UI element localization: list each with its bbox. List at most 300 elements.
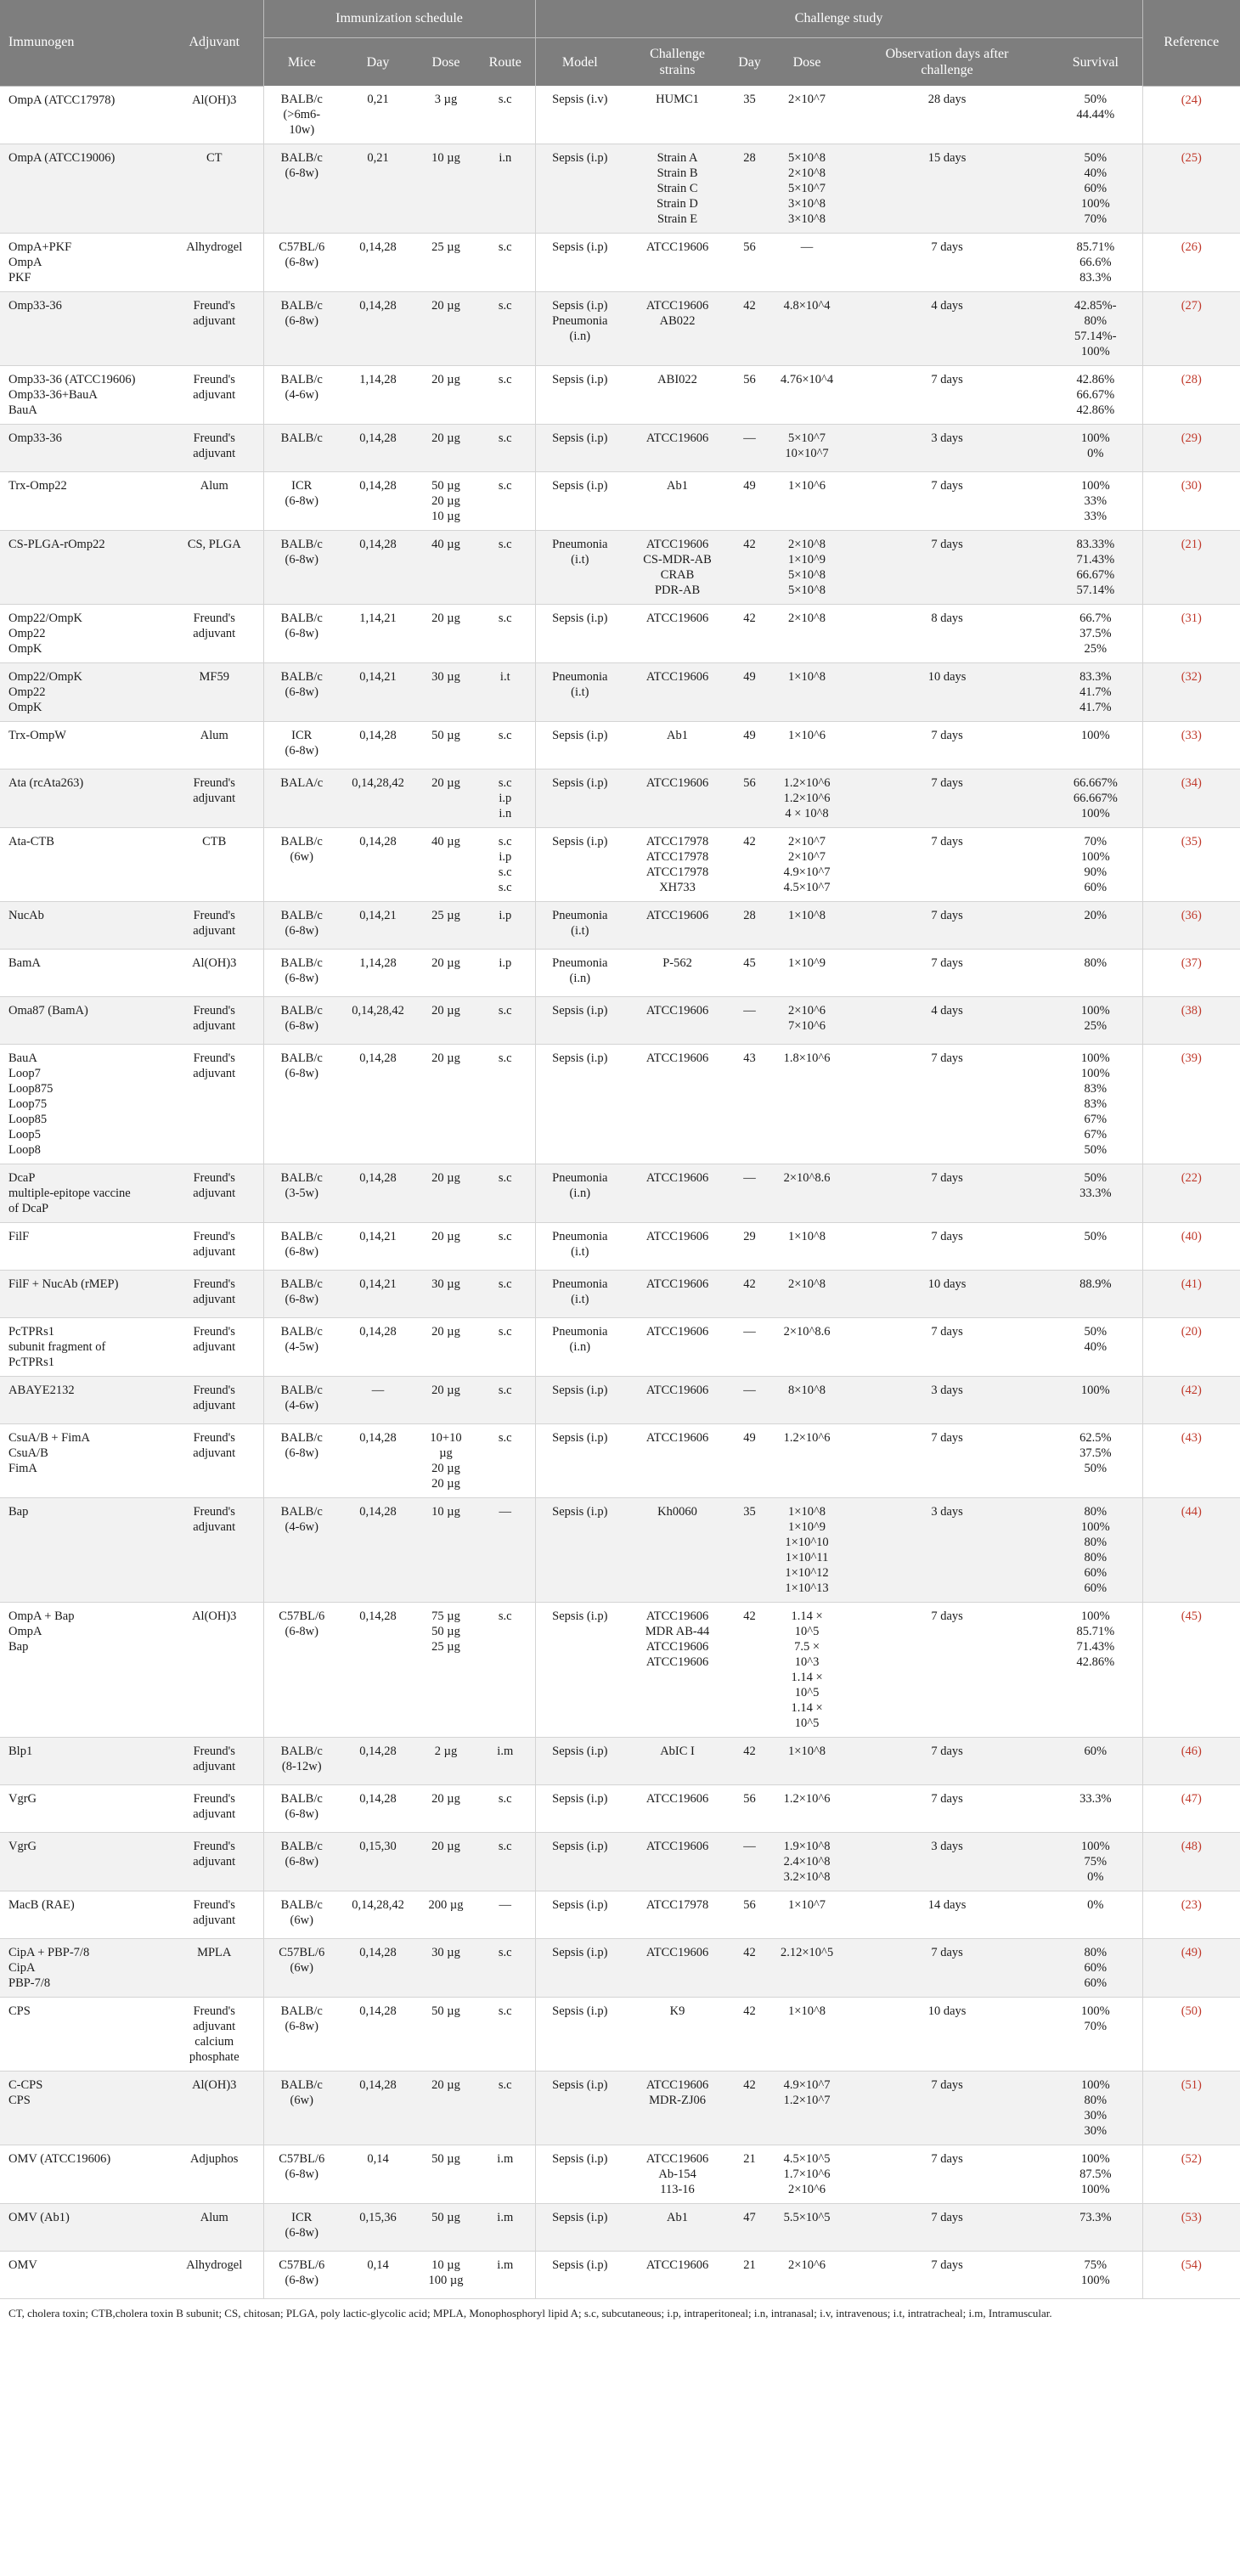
cell-dose: 10 µg <box>416 1498 476 1603</box>
cell-challenge-dose: 2×10^8 1×10^9 5×10^8 5×10^8 <box>769 531 845 605</box>
cell-challenge-strains: ATCC19606 <box>624 234 730 292</box>
table-body <box>0 86 1240 2299</box>
cell-reference-link[interactable]: (35) <box>1142 828 1240 902</box>
cell-mice: BALB/c (8-12w) <box>263 1738 340 1785</box>
cell-day: 0,21 <box>340 144 416 234</box>
cell-challenge-day: 47 <box>730 2204 769 2252</box>
cell-challenge-day: 49 <box>730 722 769 769</box>
cell-day: 0,14,28 <box>340 425 416 472</box>
cell-immunogen: CipA + PBP-7/8 CipA PBP-7/8 <box>0 1939 166 1998</box>
cell-challenge-strains: ATCC19606 MDR AB-44 ATCC19606 ATCC19606 <box>624 1603 730 1738</box>
cell-model: Sepsis (i.p) <box>535 1424 624 1498</box>
cell-route: s.c <box>476 1164 535 1223</box>
cell-survival: 42.85%- 80% 57.14%- 100% <box>1049 292 1142 366</box>
cell-route: i.m <box>476 2252 535 2299</box>
cell-route: s.c i.p i.n <box>476 769 535 828</box>
cell-adjuvant: Alhydrogel <box>166 234 263 292</box>
cell-challenge-strains: ATCC19606 <box>624 902 730 950</box>
cell-challenge-dose: 4.76×10^4 <box>769 366 845 425</box>
cell-adjuvant: Freund's adjuvant calcium phosphate <box>166 1998 263 2072</box>
cell-reference-link[interactable]: (31) <box>1142 605 1240 663</box>
cell-observation-days: 7 days <box>845 1424 1049 1498</box>
cell-immunogen: Omp33-36 <box>0 425 166 472</box>
table-row <box>0 292 1240 366</box>
cell-day: 0,14,28 <box>340 1998 416 2072</box>
cell-observation-days: 7 days <box>845 1785 1049 1833</box>
cell-route: s.c <box>476 605 535 663</box>
cell-dose: 10 µg 100 µg <box>416 2252 476 2299</box>
cell-immunogen: C-CPS CPS <box>0 2072 166 2145</box>
cell-model: Sepsis (i.p) <box>535 1785 624 1833</box>
cell-route: s.c <box>476 1424 535 1498</box>
cell-challenge-dose: 1.2×10^6 1.2×10^6 4 × 10^8 <box>769 769 845 828</box>
cell-immunogen: OMV (ATCC19606) <box>0 2145 166 2204</box>
cell-reference-link[interactable]: (36) <box>1142 902 1240 950</box>
cell-mice: BALB/c (6w) <box>263 2072 340 2145</box>
cell-survival: 100% 85.71% 71.43% 42.86% <box>1049 1603 1142 1738</box>
cell-challenge-day: — <box>730 1164 769 1223</box>
cell-survival: 100% 87.5% 100% <box>1049 2145 1142 2204</box>
cell-mice: BALB/c (6-8w) <box>263 950 340 997</box>
table-row <box>0 769 1240 828</box>
cell-immunogen: ABAYE2132 <box>0 1377 166 1424</box>
cell-immunogen: OMV (Ab1) <box>0 2204 166 2252</box>
cell-immunogen: MacB (RAE) <box>0 1891 166 1939</box>
cell-challenge-strains: ATCC19606 <box>624 769 730 828</box>
cell-model: Sepsis (i.p) Pneumonia (i.n) <box>535 292 624 366</box>
table-row <box>0 1891 1240 1939</box>
cell-adjuvant: Freund's adjuvant <box>166 1498 263 1603</box>
cell-reference-link[interactable]: (38) <box>1142 997 1240 1045</box>
cell-challenge-day: 21 <box>730 2252 769 2299</box>
cell-challenge-strains: ATCC19606 <box>624 997 730 1045</box>
cell-route: s.c <box>476 292 535 366</box>
header-dose: Dose <box>416 38 476 87</box>
cell-immunogen: OmpA (ATCC19006) <box>0 144 166 234</box>
table-row <box>0 531 1240 605</box>
cell-dose: 20 µg <box>416 1164 476 1223</box>
cell-challenge-strains: ATCC19606 Ab-154 113-16 <box>624 2145 730 2204</box>
cell-route: s.c <box>476 1939 535 1998</box>
cell-reference-link[interactable]: (43) <box>1142 1424 1240 1498</box>
cell-challenge-dose: 1×10^8 <box>769 663 845 722</box>
cell-survival: 100% 100% 83% 83% 67% 67% 50% <box>1049 1045 1142 1164</box>
cell-challenge-day: — <box>730 1833 769 1891</box>
cell-observation-days: 15 days <box>845 144 1049 234</box>
cell-challenge-day: 42 <box>730 605 769 663</box>
cell-challenge-dose: 1.8×10^6 <box>769 1045 845 1164</box>
cell-challenge-dose: 1.9×10^8 2.4×10^8 3.2×10^8 <box>769 1833 845 1891</box>
cell-route: i.m <box>476 2145 535 2204</box>
header-reference: Reference <box>1142 0 1240 86</box>
cell-immunogen: Trx-Omp22 <box>0 472 166 531</box>
cell-challenge-strains: ATCC19606 <box>624 1045 730 1164</box>
cell-challenge-strains: ATCC19606 <box>624 1377 730 1424</box>
cell-adjuvant: MPLA <box>166 1939 263 1998</box>
cell-reference-link[interactable]: (23) <box>1142 1891 1240 1939</box>
cell-route: s.c <box>476 997 535 1045</box>
cell-adjuvant: Freund's adjuvant <box>166 902 263 950</box>
cell-reference-link[interactable]: (53) <box>1142 2204 1240 2252</box>
cell-dose: 50 µg 20 µg 10 µg <box>416 472 476 531</box>
cell-reference-link[interactable]: (29) <box>1142 425 1240 472</box>
cell-challenge-dose: 4.9×10^7 1.2×10^7 <box>769 2072 845 2145</box>
table-row <box>0 605 1240 663</box>
cell-model: Sepsis (i.p) <box>535 1998 624 2072</box>
cell-observation-days: 7 days <box>845 366 1049 425</box>
cell-dose: 20 µg <box>416 1223 476 1271</box>
table-row <box>0 1785 1240 1833</box>
cell-challenge-dose: 5×10^7 10×10^7 <box>769 425 845 472</box>
cell-immunogen: BauA Loop7 Loop875 Loop75 Loop85 Loop5 Loop8 <box>0 1045 166 1164</box>
cell-observation-days: 4 days <box>845 997 1049 1045</box>
cell-reference-link[interactable]: (39) <box>1142 1045 1240 1164</box>
cell-challenge-dose: 4.8×10^4 <box>769 292 845 366</box>
cell-route: s.c <box>476 1271 535 1318</box>
header-day: Day <box>340 38 416 87</box>
cell-observation-days: 7 days <box>845 2072 1049 2145</box>
cell-survival: 100% <box>1049 722 1142 769</box>
cell-survival: 50% 33.3% <box>1049 1164 1142 1223</box>
cell-reference-link[interactable]: (52) <box>1142 2145 1240 2204</box>
cell-adjuvant: Al(OH)3 <box>166 86 263 144</box>
cell-day: 0,14,28 <box>340 2072 416 2145</box>
cell-adjuvant: CS, PLGA <box>166 531 263 605</box>
cell-model: Sepsis (i.p) <box>535 234 624 292</box>
cell-reference-link[interactable]: (42) <box>1142 1377 1240 1424</box>
cell-reference-link[interactable]: (30) <box>1142 472 1240 531</box>
cell-challenge-dose: 1×10^9 <box>769 950 845 997</box>
cell-mice: BALB/c (6-8w) <box>263 605 340 663</box>
table-header <box>0 0 1240 86</box>
cell-reference-link[interactable]: (27) <box>1142 292 1240 366</box>
cell-route: s.c i.p s.c s.c <box>476 828 535 902</box>
cell-survival: 20% <box>1049 902 1142 950</box>
cell-model: Sepsis (i.p) <box>535 1603 624 1738</box>
cell-day: 0,14,28,42 <box>340 1891 416 1939</box>
cell-dose: 20 µg <box>416 769 476 828</box>
cell-route: s.c <box>476 86 535 144</box>
cell-day: 0,14,28 <box>340 234 416 292</box>
cell-reference-link[interactable]: (44) <box>1142 1498 1240 1603</box>
cell-model: Sepsis (i.p) <box>535 1377 624 1424</box>
cell-mice: BALB/c (6w) <box>263 1891 340 1939</box>
cell-day: 1,14,21 <box>340 605 416 663</box>
cell-day: 0,14,28 <box>340 1318 416 1377</box>
cell-challenge-strains: ATCC19606 <box>624 663 730 722</box>
cell-adjuvant: Freund's adjuvant <box>166 769 263 828</box>
cell-mice: BALB/c <box>263 425 340 472</box>
cell-immunogen: Ata (rcAta263) <box>0 769 166 828</box>
cell-mice: BALB/c (>6m6- 10w) <box>263 86 340 144</box>
cell-survival: 100% <box>1049 1377 1142 1424</box>
cell-challenge-strains: Kh0060 <box>624 1498 730 1603</box>
cell-day: 0,14,28 <box>340 531 416 605</box>
cell-adjuvant: Freund's adjuvant <box>166 1891 263 1939</box>
cell-observation-days: 7 days <box>845 234 1049 292</box>
cell-mice: BALB/c (6-8w) <box>263 531 340 605</box>
cell-dose: 20 µg <box>416 605 476 663</box>
cell-day: 0,15,36 <box>340 2204 416 2252</box>
cell-reference-link[interactable]: (28) <box>1142 366 1240 425</box>
cell-adjuvant: Freund's adjuvant <box>166 1045 263 1164</box>
cell-survival: 75% 100% <box>1049 2252 1142 2299</box>
cell-challenge-day: 56 <box>730 1785 769 1833</box>
cell-reference-link[interactable]: (22) <box>1142 1164 1240 1223</box>
cell-reference-link[interactable]: (54) <box>1142 2252 1240 2299</box>
cell-route: i.p <box>476 902 535 950</box>
cell-observation-days: 7 days <box>845 2252 1049 2299</box>
cell-adjuvant: Al(OH)3 <box>166 950 263 997</box>
cell-challenge-day: 42 <box>730 1271 769 1318</box>
cell-mice: ICR (6-8w) <box>263 2204 340 2252</box>
cell-reference-link[interactable]: (21) <box>1142 531 1240 605</box>
table-row <box>0 1045 1240 1164</box>
cell-mice: BALB/c (6-8w) <box>263 1785 340 1833</box>
cell-challenge-day: 29 <box>730 1223 769 1271</box>
cell-challenge-strains: Ab1 <box>624 472 730 531</box>
cell-challenge-strains: ATCC19606 <box>624 1939 730 1998</box>
cell-immunogen: Blp1 <box>0 1738 166 1785</box>
cell-day: 0,14,28 <box>340 722 416 769</box>
cell-immunogen: DcaP multiple-epitope vaccine of DcaP <box>0 1164 166 1223</box>
cell-day: 0,14,28,42 <box>340 997 416 1045</box>
cell-adjuvant: MF59 <box>166 663 263 722</box>
cell-reference-link[interactable]: (32) <box>1142 663 1240 722</box>
cell-reference-link[interactable]: (41) <box>1142 1271 1240 1318</box>
cell-dose: 2 µg <box>416 1738 476 1785</box>
cell-dose: 30 µg <box>416 663 476 722</box>
cell-model: Sepsis (i.p) <box>535 1891 624 1939</box>
table-row <box>0 2204 1240 2252</box>
cell-reference-link[interactable]: (24) <box>1142 86 1240 144</box>
cell-challenge-dose: 1.2×10^6 <box>769 1424 845 1498</box>
cell-immunogen: VgrG <box>0 1833 166 1891</box>
cell-challenge-strains: Ab1 <box>624 2204 730 2252</box>
header-immunization-schedule: Immunization schedule <box>263 0 535 38</box>
cell-challenge-strains: ATCC19606 <box>624 1271 730 1318</box>
table-row <box>0 997 1240 1045</box>
cell-model: Sepsis (i.p) <box>535 1738 624 1785</box>
cell-mice: BALB/c (6-8w) <box>263 292 340 366</box>
cell-day: 0,14,28 <box>340 1603 416 1738</box>
header-survival: Survival <box>1049 38 1142 87</box>
cell-reference-link[interactable]: (51) <box>1142 2072 1240 2145</box>
cell-mice: BALB/c (6-8w) <box>263 1998 340 2072</box>
table-row <box>0 663 1240 722</box>
cell-observation-days: 7 days <box>845 2145 1049 2204</box>
header-challenge-day: Day <box>730 38 769 87</box>
cell-challenge-dose: 1×10^6 <box>769 722 845 769</box>
cell-challenge-dose: 1×10^6 <box>769 472 845 531</box>
cell-reference-link[interactable]: (46) <box>1142 1738 1240 1785</box>
cell-reference-link[interactable]: (34) <box>1142 769 1240 828</box>
cell-adjuvant: Freund's adjuvant <box>166 1833 263 1891</box>
cell-model: Sepsis (i.p) <box>535 1833 624 1891</box>
cell-challenge-strains: Strain A Strain B Strain C Strain D Strain E <box>624 144 730 234</box>
cell-observation-days: 7 days <box>845 902 1049 950</box>
cell-reference-link[interactable]: (50) <box>1142 1998 1240 2072</box>
cell-immunogen: PcTPRs1 subunit fragment of PcTPRs1 <box>0 1318 166 1377</box>
cell-challenge-dose: 1×10^7 <box>769 1891 845 1939</box>
cell-day: 0,14,28,42 <box>340 769 416 828</box>
cell-reference-link[interactable]: (26) <box>1142 234 1240 292</box>
cell-challenge-dose: 2×10^8.6 <box>769 1318 845 1377</box>
cell-mice: BALB/c (6-8w) <box>263 1045 340 1164</box>
cell-challenge-dose: 2×10^7 2×10^7 4.9×10^7 4.5×10^7 <box>769 828 845 902</box>
table-row <box>0 472 1240 531</box>
table-row <box>0 722 1240 769</box>
cell-adjuvant: Freund's adjuvant <box>166 425 263 472</box>
cell-dose: 10+10 µg 20 µg 20 µg <box>416 1424 476 1498</box>
cell-dose: 40 µg <box>416 828 476 902</box>
table-row <box>0 902 1240 950</box>
cell-survival: 100% 25% <box>1049 997 1142 1045</box>
cell-model: Pneumonia (i.n) <box>535 1318 624 1377</box>
cell-model: Pneumonia (i.t) <box>535 902 624 950</box>
cell-survival: 62.5% 37.5% 50% <box>1049 1424 1142 1498</box>
cell-observation-days: 3 days <box>845 1377 1049 1424</box>
header-model: Model <box>535 38 624 87</box>
cell-dose: 30 µg <box>416 1271 476 1318</box>
cell-mice: BALB/c (6w) <box>263 828 340 902</box>
cell-adjuvant: Freund's adjuvant <box>166 997 263 1045</box>
cell-adjuvant: Freund's adjuvant <box>166 1164 263 1223</box>
table-row <box>0 1998 1240 2072</box>
cell-mice: BALB/c (4-6w) <box>263 1498 340 1603</box>
cell-observation-days: 7 days <box>845 1223 1049 1271</box>
cell-adjuvant: Freund's adjuvant <box>166 1424 263 1498</box>
cell-model: Sepsis (i.p) <box>535 2072 624 2145</box>
cell-dose: 20 µg <box>416 1377 476 1424</box>
cell-day: 0,14,21 <box>340 1223 416 1271</box>
cell-reference-link[interactable]: (25) <box>1142 144 1240 234</box>
cell-model: Sepsis (i.p) <box>535 769 624 828</box>
cell-day: 0,14 <box>340 2145 416 2204</box>
cell-day: 0,14,28 <box>340 472 416 531</box>
cell-observation-days: 7 days <box>845 1045 1049 1164</box>
cell-survival: 100% 80% 30% 30% <box>1049 2072 1142 2145</box>
cell-challenge-day: 56 <box>730 366 769 425</box>
cell-adjuvant: Freund's adjuvant <box>166 366 263 425</box>
table-footnote: CT, cholera toxin; CTB,cholera toxin B subunit; CS, chitosan; PLGA, poly lactic-glycolic acid; MPLA, Monophosphoryl lipid A; s.c, subcutaneous; i.p, intraperitoneal; i.n, intranasal; i.v, intravenous; i.t, intratracheal; i.m, Intramuscular. <box>0 2299 1240 2329</box>
cell-adjuvant: Al(OH)3 <box>166 1603 263 1738</box>
cell-survival: 100% 75% 0% <box>1049 1833 1142 1891</box>
cell-challenge-strains: ATCC19606 <box>624 1164 730 1223</box>
cell-model: Sepsis (i.p) <box>535 828 624 902</box>
cell-challenge-strains: ATCC19606 <box>624 1223 730 1271</box>
cell-challenge-day: — <box>730 425 769 472</box>
cell-route: s.c <box>476 1785 535 1833</box>
table-row <box>0 366 1240 425</box>
cell-mice: BALB/c (4-6w) <box>263 1377 340 1424</box>
header-mice: Mice <box>263 38 340 87</box>
cell-challenge-dose: — <box>769 234 845 292</box>
cell-challenge-dose: 5.5×10^5 <box>769 2204 845 2252</box>
cell-challenge-day: 45 <box>730 950 769 997</box>
table-row <box>0 1164 1240 1223</box>
cell-challenge-strains: ATCC19606 <box>624 1785 730 1833</box>
cell-challenge-dose: 2×10^8.6 <box>769 1164 845 1223</box>
cell-survival: 100% 70% <box>1049 1998 1142 2072</box>
table-row <box>0 1498 1240 1603</box>
cell-immunogen: OmpA (ATCC17978) <box>0 86 166 144</box>
cell-model: Sepsis (i.p) <box>535 366 624 425</box>
cell-mice: BALB/c (6-8w) <box>263 144 340 234</box>
cell-challenge-day: 42 <box>730 292 769 366</box>
cell-reference-link[interactable]: (48) <box>1142 1833 1240 1891</box>
cell-survival: 66.7% 37.5% 25% <box>1049 605 1142 663</box>
cell-survival: 70% 100% 90% 60% <box>1049 828 1142 902</box>
cell-model: Sepsis (i.v) <box>535 86 624 144</box>
table-row <box>0 2252 1240 2299</box>
table-row <box>0 2145 1240 2204</box>
cell-challenge-strains: ATCC19606 <box>624 1833 730 1891</box>
cell-reference-link[interactable]: (49) <box>1142 1939 1240 1998</box>
cell-route: s.c <box>476 1833 535 1891</box>
cell-challenge-day: 49 <box>730 663 769 722</box>
cell-challenge-dose: 8×10^8 <box>769 1377 845 1424</box>
cell-reference-link[interactable]: (45) <box>1142 1603 1240 1738</box>
cell-route: s.c <box>476 2072 535 2145</box>
cell-challenge-day: 35 <box>730 1498 769 1603</box>
cell-reference-link[interactable]: (40) <box>1142 1223 1240 1271</box>
cell-survival: 50% 40% <box>1049 1318 1142 1377</box>
cell-day: 0,14,28 <box>340 1045 416 1164</box>
cell-challenge-day: 42 <box>730 1603 769 1738</box>
cell-survival: 83.33% 71.43% 66.67% 57.14% <box>1049 531 1142 605</box>
cell-adjuvant: Adjuphos <box>166 2145 263 2204</box>
cell-mice: BALB/c (6-8w) <box>263 997 340 1045</box>
cell-reference-link[interactable]: (47) <box>1142 1785 1240 1833</box>
cell-challenge-dose: 1×10^8 <box>769 1738 845 1785</box>
cell-dose: 20 µg <box>416 1785 476 1833</box>
table-row <box>0 1603 1240 1738</box>
cell-dose: 75 µg 50 µg 25 µg <box>416 1603 476 1738</box>
table-row <box>0 2072 1240 2145</box>
cell-reference-link[interactable]: (33) <box>1142 722 1240 769</box>
cell-immunogen: Omp33-36 (ATCC19606) Omp33-36+BauA BauA <box>0 366 166 425</box>
cell-dose: 50 µg <box>416 722 476 769</box>
cell-challenge-strains: ATCC19606 <box>624 1318 730 1377</box>
cell-challenge-strains: AbIC I <box>624 1738 730 1785</box>
cell-immunogen: CsuA/B + FimA CsuA/B FimA <box>0 1424 166 1498</box>
cell-survival: 80% 100% 80% 80% 60% 60% <box>1049 1498 1142 1603</box>
cell-adjuvant: Alum <box>166 2204 263 2252</box>
cell-observation-days: 7 days <box>845 1738 1049 1785</box>
cell-challenge-dose: 1×10^8 1×10^9 1×10^10 1×10^11 1×10^12 1×10^13 <box>769 1498 845 1603</box>
cell-model: Pneumonia (i.n) <box>535 950 624 997</box>
cell-route: s.c <box>476 722 535 769</box>
cell-dose: 20 µg <box>416 950 476 997</box>
cell-immunogen: Trx-OmpW <box>0 722 166 769</box>
cell-survival: 100% 33% 33% <box>1049 472 1142 531</box>
cell-challenge-day: 42 <box>730 1939 769 1998</box>
cell-survival: 66.667% 66.667% 100% <box>1049 769 1142 828</box>
cell-route: i.m <box>476 2204 535 2252</box>
cell-route: s.c <box>476 531 535 605</box>
cell-reference-link[interactable]: (37) <box>1142 950 1240 997</box>
cell-observation-days: 7 days <box>845 769 1049 828</box>
cell-challenge-dose: 2×10^8 <box>769 1271 845 1318</box>
cell-model: Sepsis (i.p) <box>535 2145 624 2204</box>
cell-route: i.t <box>476 663 535 722</box>
cell-challenge-day: 35 <box>730 86 769 144</box>
cell-reference-link[interactable]: (20) <box>1142 1318 1240 1377</box>
cell-challenge-day: 28 <box>730 144 769 234</box>
cell-adjuvant: CTB <box>166 828 263 902</box>
cell-day: 0,14,28 <box>340 1164 416 1223</box>
